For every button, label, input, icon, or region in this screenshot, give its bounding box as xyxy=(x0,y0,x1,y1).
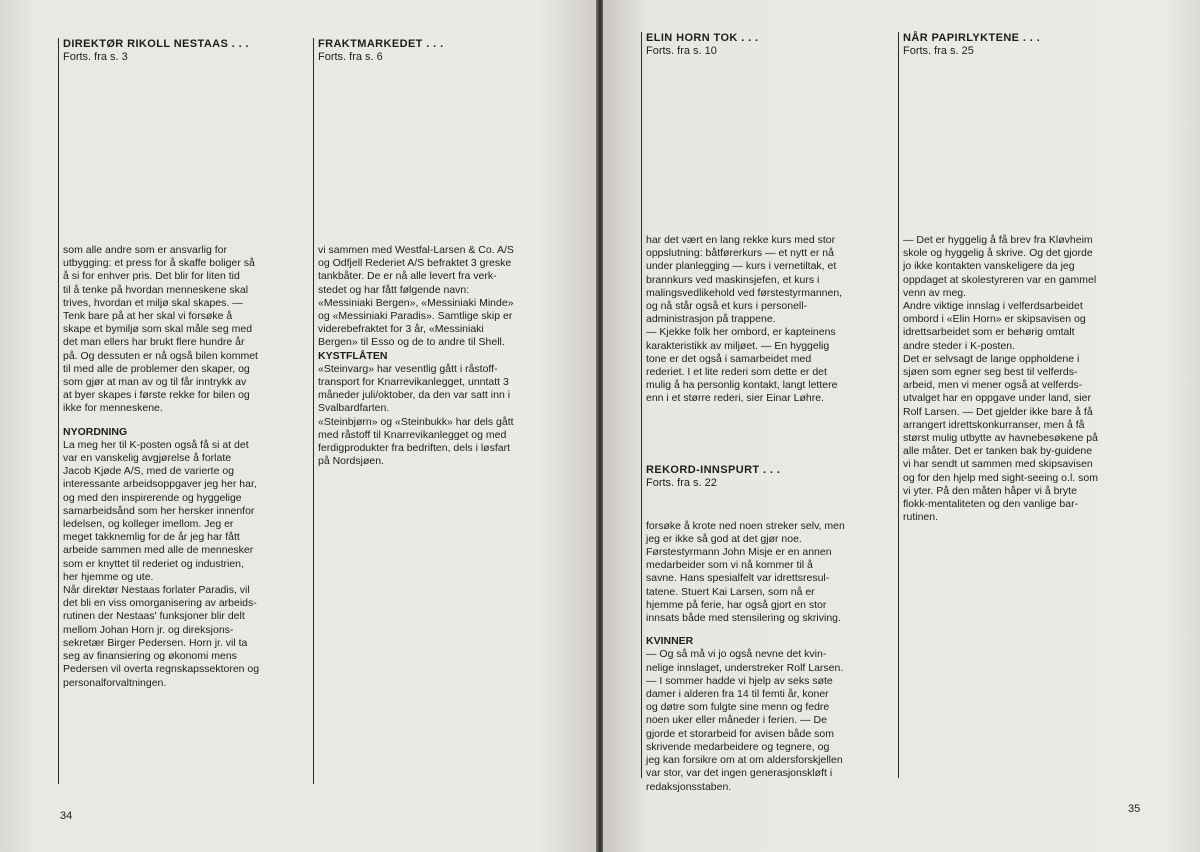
continued-from: Forts. fra s. 10 xyxy=(646,45,717,57)
section-subheading: NYORDNING xyxy=(63,425,128,438)
article-text: har det vært en lang rekke kurs med stor oppslutning: båtførerkurs — et nytt er nå under planlegging — kurs i vernetiltak, et brannkurs ved maskinsjefen, et kurs i malingsvedlikehold ved førstestyrmannen, og nå står også et kurs i personell- administrasjon på trappene. — Kjekke folk her ombord, er kapteinens karakteristikk av miljøet. — En hyggelig tone er det også i samarbeidet med rederiet. I et lite rederi som dette er det mulig å ha personlig kontakt, langt lettere enn i et større rederi, sier Einar Løhre. xyxy=(646,234,843,405)
article-text: — Det er hyggelig å få brev fra Kløvheim skole og hyggelig å skrive. Og det gjorde jo ikke kontakten vanskeligere da jeg oppdaget at skolestyreren var en gammel venn av meg. Andre viktige innslag i velferdsarbeidet ombord i «Elin Horn» er skipsavisen og idrettsarbeidet som er behørig omtalt andre steder i K-posten. Det er selvsagt de lange oppholdene i sjøen som egner seg best til velferds- arbeid, men vi mener også at velferds- utvalget har en oppgave under land, sier Rolf Larsen. — Det gjelder ikke bare å få arrangert idrettskonkurranser, men å få størst mulig utbytte av havnebesøkene på alle måter. Det er tanken bak by-guidene vi har sendt ut sammen med skipsavisen og for den hjelp med sight-seeing o.l. som vi yter. På den måten håper vi å bryte flokk-mentaliteten og den vanlige bar- rutinen. xyxy=(903,234,1098,524)
article-heading: NÅR PAPIRLYKTENE . . . xyxy=(903,32,1041,44)
article-heading: DIREKTØR RIKOLL NESTAAS . . . xyxy=(63,38,249,50)
article-text: — Og så må vi jo også nevne det kvin- nelige innslaget, understreker Rolf Larsen. — I sommer hadde vi hjelp av seks søte damer i alderen fra 14 til femti år, koner og døtre som fulgte sine menn og fedre noen uker eller måneder i ferien. — De gjorde et storarbeid for avisen både som skrivende medarbeidere og tegnere, og jeg kan forsikre om at om aldersforskjellen var stor, var det ingen generasjonskløft i redaksjonsstaben. xyxy=(646,648,844,793)
article-text: forsøke å krote ned noen streker selv, men jeg er ikke så god at det gjør noe. Førstestyrmann John Misje er en annen medarbeider som vi nå kommer til å savne. Hans spesialfelt var idrettsresul- tatene. Stuert Kai Larsen, som nå er hjemme på ferie, har også gjort en stor innsats både med stensilering og skriving. xyxy=(646,519,845,625)
continued-from: Forts. fra s. 25 xyxy=(903,45,974,57)
article-heading: REKORD-INNSPURT . . . xyxy=(646,463,781,476)
article-heading: ELIN HORN TOK . . . xyxy=(646,32,759,44)
article-text: som alle andre som er ansvarlig for utbygging: et press for å skaffe boliger så å si for enhver pris. Det blir for liten tid til å tenke på hvordan menneskene skal trives, hvordan et miljø skal skapes. — Tenk bare på at her skal vi forsøke å skape et bymiljø som skal måle seg med det man ellers har brukt flere hundre år på. Og dessuten er nå også bilen kommet til med alle de problemer den skaper, og som gjør at man av og til får inntrykk av at byer skapes i første rekke for bilen og ikke for menneskene. xyxy=(63,244,258,415)
right-column-1 xyxy=(641,32,893,793)
page-number: 35 xyxy=(1128,803,1141,815)
section-subheading: KVINNER xyxy=(646,635,694,648)
left-column-2 xyxy=(313,38,563,784)
continued-from: Forts. fra s. 3 xyxy=(63,51,128,63)
article-text: «Steinvarg» har vesentlig gått i råstoff- transport for Knarrevikanlegget, unntatt 3 måneder juli/oktober, da den var satt inn i Svalbardfarten. «Steinbjørn» og «Steinbukk» har dels gått med råstoff til Knarrevikanlegget og med ferdigprodukter fra bedriften, dels i løsfart på Nordsjøen. xyxy=(318,362,514,468)
left-page xyxy=(0,0,597,852)
continued-from: Forts. fra s. 6 xyxy=(318,51,383,63)
section-subheading: KYSTFLÅTEN xyxy=(318,349,388,362)
right-page xyxy=(603,0,1200,852)
article-heading: FRAKTMARKEDET . . . xyxy=(318,38,444,50)
continued-from: Forts. fra s. 22 xyxy=(646,476,717,489)
article-text: vi sammen med Westfal-Larsen & Co. A/S og Odfjell Rederiet A/S befraktet 3 greske tankbåter. De er nå alle levert fra verk- stedet og har fått følgende navn: «Messiniaki Bergen», «Messiniaki Minde» og «Messiniaki Paradis». Samtlige skip er viderebefraktet for 3 år, «Messiniaki Bergen» til Esso og de to andre til Shell. xyxy=(318,244,514,349)
right-column-2 xyxy=(898,32,1160,778)
article-text: La meg her til K-posten også få si at det var en vanskelig avgjørelse å forlate Jacob Kjøde A/S, med de varierte og interessante arbeidsoppgaver jeg her har, og med den inspirerende og hyggelige samarbeidsånd som her hersker innenfor ledelsen, og kolleger imellom. Jeg er meget takknemlig for de år jeg har fått arbeide sammen med alle de mennesker som er knyttet til rederiet og industrien, her hjemme og ute. Når direktør Nestaas forlater Paradis, vil det bli en viss omorganisering av arbeids- rutinen der Nestaas' funksjoner blir delt mellom Johan Horn jr. og direksjons- sekretær Birger Pedersen. Horn jr. vil ta seg av finansiering og økonomi mens Pedersen vil overta regnskapssektoren og personalforvaltningen. xyxy=(63,438,260,689)
page-number: 34 xyxy=(60,810,73,822)
left-column-1 xyxy=(58,38,305,784)
